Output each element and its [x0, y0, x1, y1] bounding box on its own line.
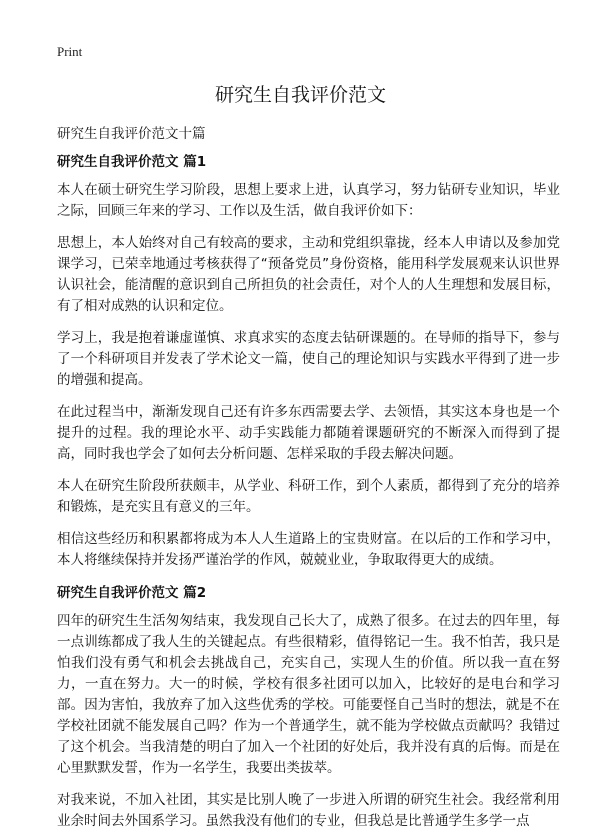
- page-title: 研究生自我评价范文: [214, 84, 386, 106]
- paragraph: 本人在硕士研究生学习阶段，思想上要求上进，认真学习，努力钻研专业知识，毕业之际，回顾三年来的学习、工作以及生活，做自我评价如下：: [57, 182, 560, 219]
- section-2: [57, 583, 560, 828]
- paragraph: 四年的研究生生活匆匆结束，我发现自己长大了，成熟了很多。在过去的四年里，每一点训练都成了我人生的关键起点。有些很精彩，值得铭记一生。我不怕苦，我只是怕我们没有勇气和机会去挑战自己，充实自己，实现人生的价值。所以我一直在努力，一直在努力。大一的时候，学校有很多社团可以加入，比较好的是电台和学习部。因为害怕，我放弃了加入这些优秀的学校。可能要怪自己当时的想法，就是不在学校社团就不能发展自己吗？作为一个普通学生，就不能为学校做点贡献吗？我错过了这个机会。当我清楚的明白了加入一个社团的好处后，我并没有真的后悔。而是在心里默默发誓，作为一名学生，我要出类拔萃。: [57, 613, 560, 776]
- paragraph: 学习上，我是抱着谦虚谨慎、求真求实的态度去钻研课题的。在导师的指导下，参与了一个科研项目并发表了学术论文一篇，使自己的理论知识与实践水平得到了进一步的增强和提高。: [57, 330, 560, 388]
- document-subtitle: 研究生自我评价范文十篇: [57, 126, 206, 142]
- section-heading: 研究生自我评价范文 篇1: [57, 154, 207, 170]
- print-label: Print: [57, 44, 83, 59]
- section-1: [57, 152, 560, 571]
- paragraph: 相信这些经历和积累都将成为本人人生道路上的宝贵财富。在以后的工作和学习中，本人将继续保持并发扬严谨治学的作风，兢兢业业，争取取得更大的成绩。: [57, 531, 560, 568]
- section-heading: 研究生自我评价范文 篇2: [57, 585, 207, 601]
- paragraph: 思想上，本人始终对自己有较高的要求，主动和党组织靠拢，经本人申请以及参加党课学习，已荣幸地通过考核获得了“预备党员”身份资格，能用科学发展观来认识世界认识社会，能清醒的意识到自己所担负的社会责任，对个人的人生理想和发展目标，有了相对成熟的认识和定位。: [57, 235, 560, 314]
- paragraph: 本人在研究生阶段所获颇丰，从学业、科研工作，到个人素质，都得到了充分的培养和锻炼，是充实且有意义的三年。: [57, 478, 560, 515]
- paragraph: 对我来说，不加入社团，其实是比别人晚了一步进入所谓的研究生社会。我经常利用业余时间去外国系学习。虽然我没有他们的专业，但我总是比普通学生多学一点: [57, 792, 560, 828]
- paragraph: 在此过程当中，渐渐发现自己还有许多东西需要去学、去领悟，其实这本身也是一个提升的过程。我的理论水平、动手实践能力都随着课题研究的不断深入而得到了提高，同时我也学会了如何去分析问题、怎样采取的手段去解决问题。: [57, 404, 560, 462]
